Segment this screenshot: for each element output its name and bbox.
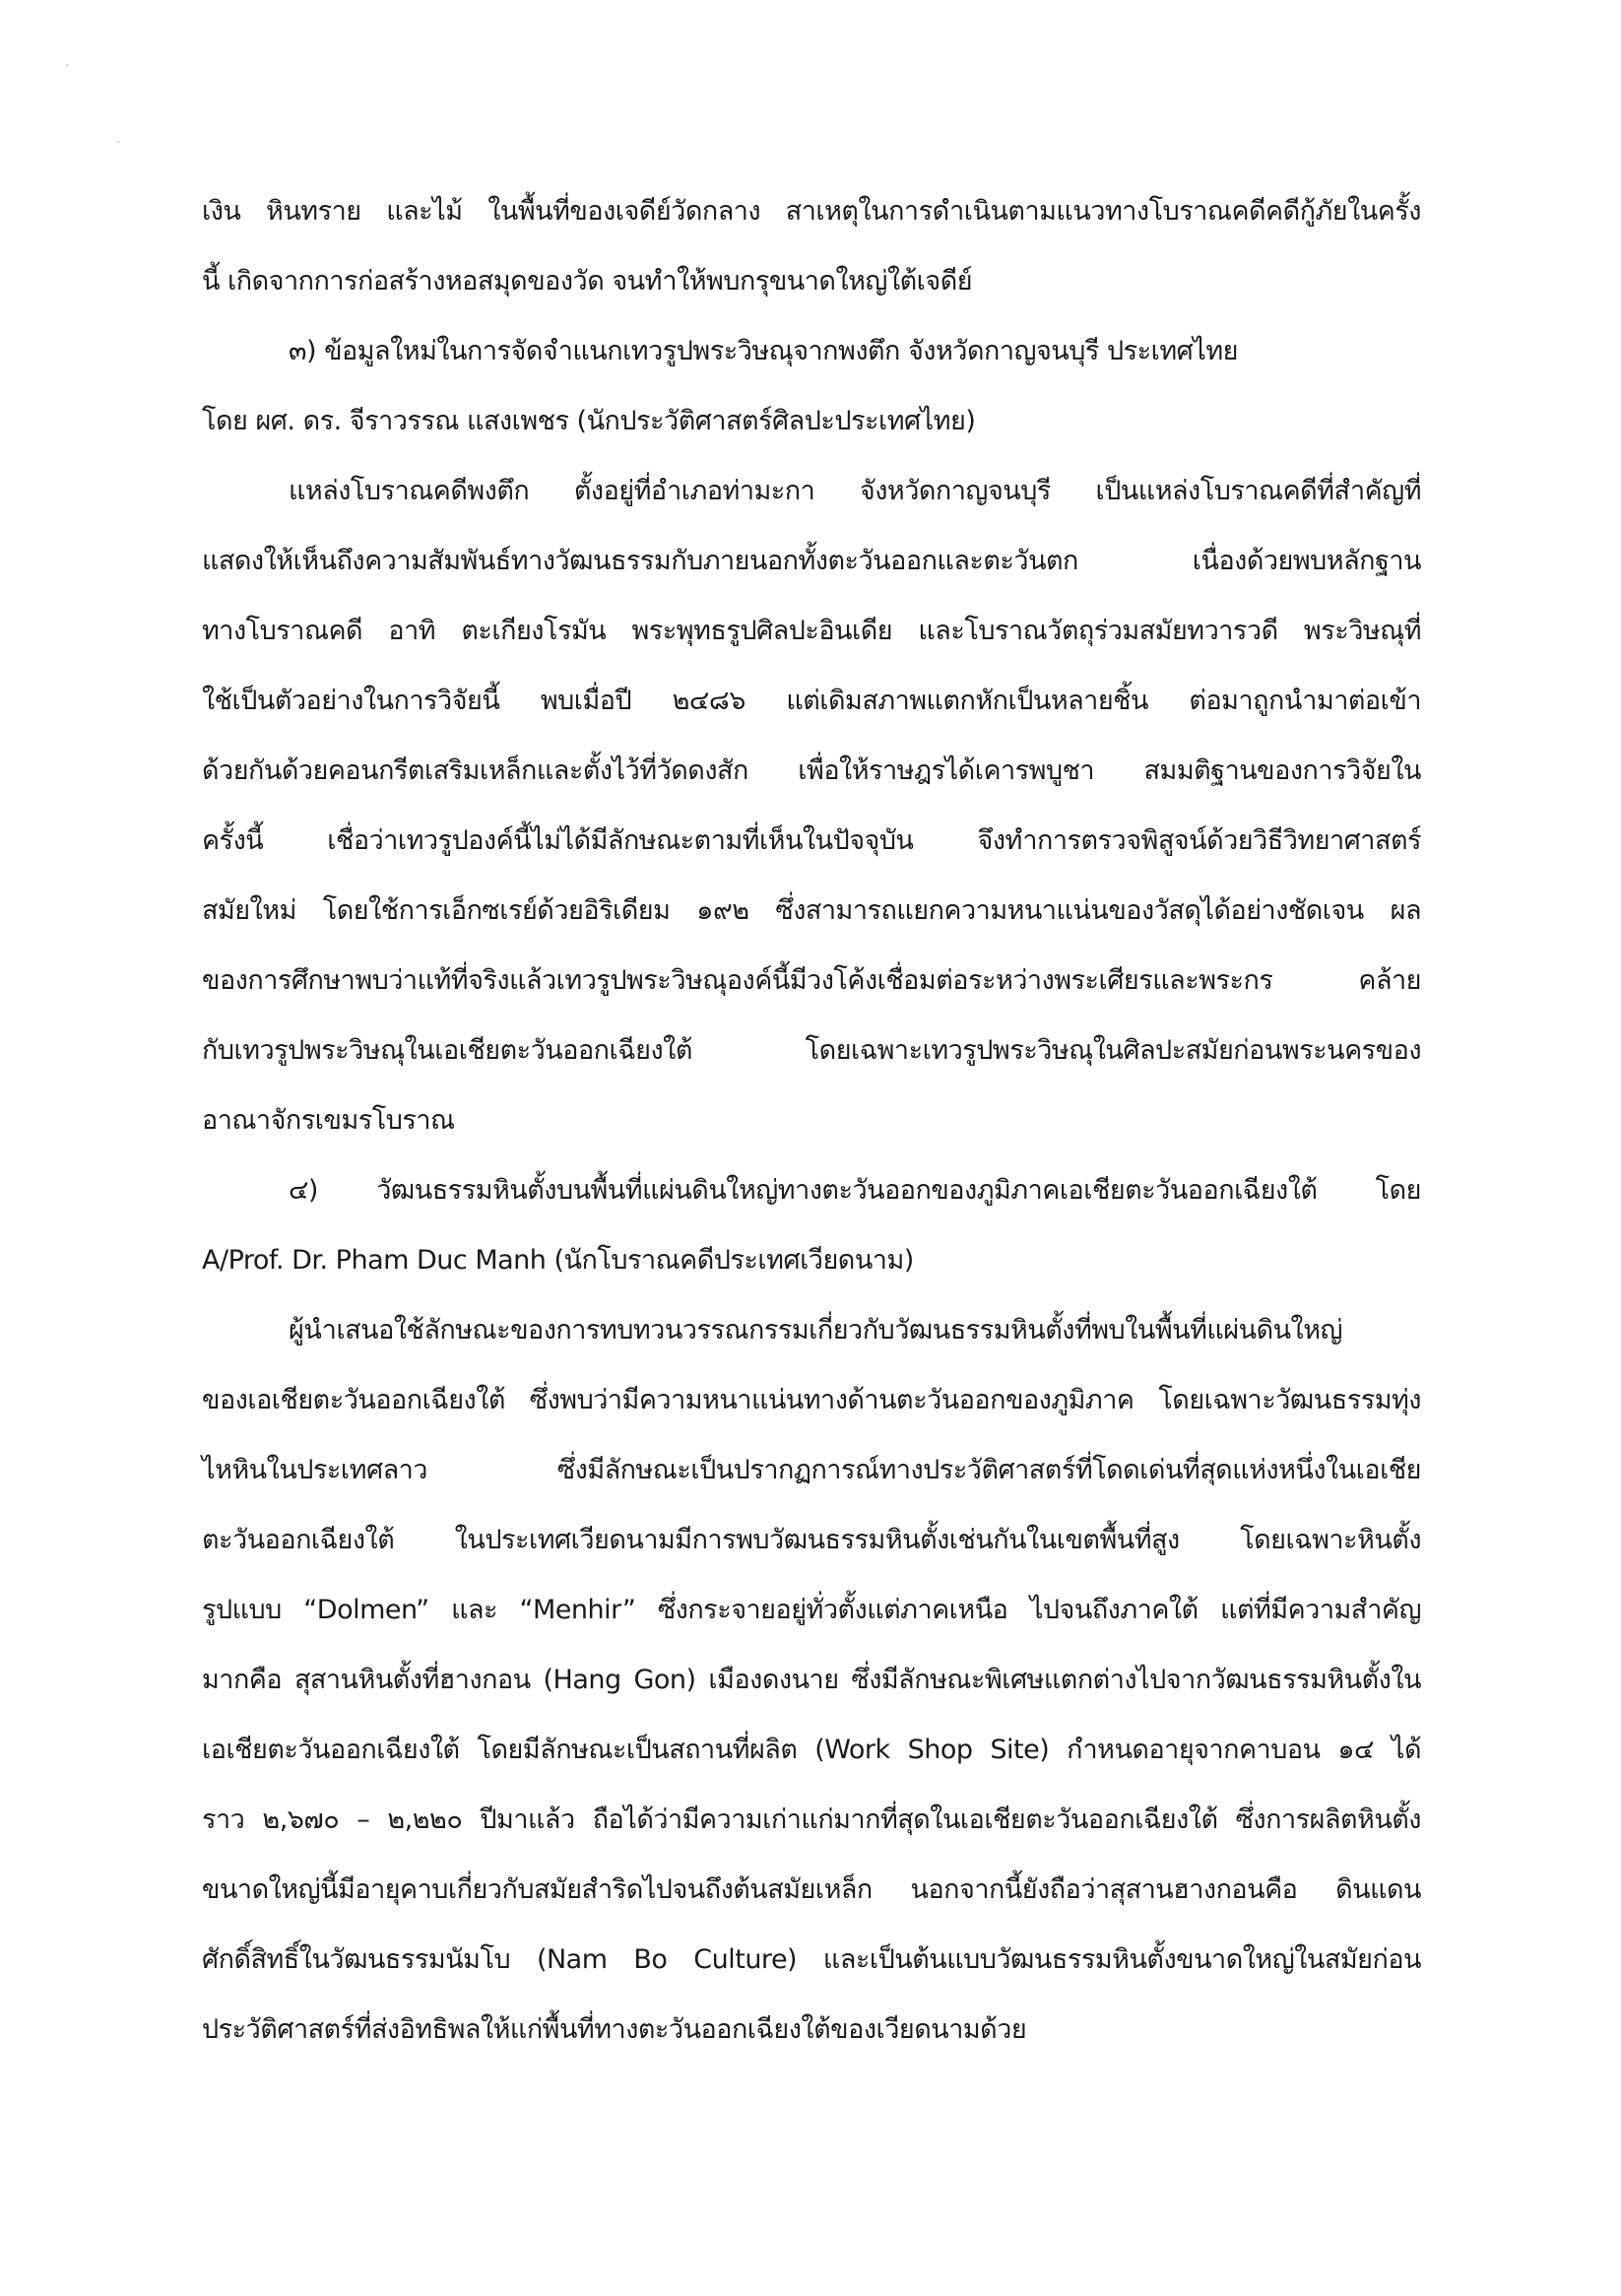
text-line: ขนาดใหญ่นี้มีอายุคาบเกี่ยวกับสมัยสำริดไปจนถึงต้นสมัยเหล็ก นอกจากนี้ยังถือว่าสุสานฮางกอนคือ ดินแดน: [202, 1874, 1421, 1905]
text-line: กับเทวรูปพระวิษณุในเอเชียตะวันออกเฉียงใต้ โดยเฉพาะเทวรูปพระวิษณุในศิลปะสมัยก่อนพระนครของ: [202, 1035, 1421, 1066]
text-line: ตะวันออกเฉียงใต้ ในประเทศเวียดนามมีการพบวัฒนธรรมหินตั้งเช่นกันในเขตพื้นที่สูง โดยเฉพาะหินตั้ง: [202, 1525, 1421, 1555]
text-line: ราว ๒,๖๗๐ – ๒,๒๒๐ ปีมาแล้ว ถือได้ว่ามีความเก่าแก่มากที่สุดในเอเชียตะวันออกเฉียงใต้ ซึ่งการผลิตหินตั้ง: [202, 1804, 1421, 1835]
text-line: ด้วยกันด้วยคอนกรีตเสริมเหล็กและตั้งไว้ที่วัดดงสัก เพื่อให้ราษฎรได้เคารพบูชา สมมติฐานของการวิจัยใน: [202, 755, 1421, 786]
text-line: ไหหินในประเทศลาว ซึ่งมีลักษณะเป็นปรากฏการณ์ทางประวัติศาสตร์ที่โดดเด่นที่สุดแห่งหนึ่งในเอเชีย: [202, 1455, 1421, 1485]
text-line: แสดงให้เห็นถึงความสัมพันธ์ทางวัฒนธรรมกับภายนอกทั้งตะวันออกและตะวันตก เนื่องด้วยพบหลักฐาน: [202, 546, 1421, 576]
text-line: ประวัติศาสตร์ที่ส่งอิทธิพลให้แก่พื้นที่ทางตะวันออกเฉียงใต้ของเวียดนามด้วย: [202, 2014, 1027, 2045]
text-line: ทางโบราณคดี อาทิ ตะเกียงโรมัน พระพุทธรูปศิลปะอินเดีย และโบราณวัตถุร่วมสมัยทวารวดี พระวิษณุที่: [202, 616, 1421, 646]
text-line: เงิน หินทราย และไม้ ในพื้นที่ของเจดีย์วัดกลาง สาเหตุในการดำเนินตามแนวทางโบราณคดีคดีกู้ภัยในครั้ง: [202, 196, 1421, 227]
text-line: ของการศึกษาพบว่าแท้ที่จริงแล้วเทวรูปพระวิษณุองค์นี้มีวงโค้งเชื่อมต่อระหว่างพระเศียรและพระกร คล้าย: [202, 965, 1421, 996]
text-line: มากคือ สุสานหินตั้งที่ฮางกอน (Hang Gon) เมืองดงนาย ซึ่งมีลักษณะพิเศษแตกต่างไปจากวัฒนธรรมหินตั้งใน: [202, 1665, 1421, 1695]
text-line: สมัยใหม่ โดยใช้การเอ็กซเรย์ด้วยอิริเดียม ๑๙๒ ซึ่งสามารถแยกความหนาแน่นของวัสดุได้อย่างชัดเจน ผล: [202, 895, 1421, 926]
text-line: โดย ผศ. ดร. จีราวรรณ แสงเพชร (นักประวัติศาสตร์ศิลปะประเทศไทย): [202, 406, 976, 436]
text-line: ผู้นำเสนอใช้ลักษณะของการทบทวนวรรณกรรมเกี่ยวกับวัฒนธรรมหินตั้งที่พบในพื้นที่แผ่นดินใหญ่: [289, 1315, 1343, 1345]
text-line: ๔) วัฒนธรรมหินตั้งบนพื้นที่แผ่นดินใหญ่ทางตะวันออกของภูมิภาคเอเชียตะวันออกเฉียงใต้ โดย: [289, 1175, 1421, 1206]
scan-speck: ´: [63, 64, 70, 80]
text-line: รูปแบบ “Dolmen” และ “Menhir” ซึ่งกระจายอยู่ทั่วตั้งแต่ภาคเหนือ ไปจนถึงภาคใต้ แต่ที่มีความสำคัญ: [202, 1595, 1421, 1625]
text-line: อาณาจักรเขมรโบราณ: [202, 1105, 455, 1136]
scan-speck: ·: [116, 135, 121, 151]
text-line: นี้ เกิดจากการก่อสร้างหอสมุดของวัด จนทำให้พบกรุขนาดใหญ่ใต้เจดีย์: [202, 266, 973, 296]
text-line: ๓) ข้อมูลใหม่ในการจัดจำแนกเทวรูปพระวิษณุจากพงตึก จังหวัดกาญจนบุรี ประเทศไทย: [289, 336, 1238, 366]
text-line: ใช้เป็นตัวอย่างในการวิจัยนี้ พบเมื่อปี ๒๔๘๖ แต่เดิมสภาพแตกหักเป็นหลายชิ้น ต่อมาถูกนำมาต่อเข้า: [202, 686, 1421, 716]
text-line: A/Prof. Dr. Pham Duc Manh (นักโบราณคดีประเทศเวียดนาม): [202, 1245, 914, 1276]
text-line: ของเอเชียตะวันออกเฉียงใต้ ซึ่งพบว่ามีความหนาแน่นทางด้านตะวันออกของภูมิภาค โดยเฉพาะวัฒนธรรมทุ่ง: [202, 1385, 1421, 1415]
text-line: แหล่งโบราณคดีพงตึก ตั้งอยู่ที่อำเภอท่ามะกา จังหวัดกาญจนบุรี เป็นแหล่งโบราณคดีที่สำคัญที่: [289, 476, 1421, 506]
body-text: [202, 195, 1421, 2083]
text-line: เอเชียตะวันออกเฉียงใต้ โดยมีลักษณะเป็นสถานที่ผลิต (Work Shop Site) กำหนดอายุจากคาบอน ๑๔ ได้: [202, 1735, 1421, 1765]
text-line: ครั้งนี้ เชื่อว่าเทวรูปองค์นี้ไม่ได้มีลักษณะตามที่เห็นในปัจจุบัน จึงทำการตรวจพิสูจน์ด้วยวิธีวิทยาศาสตร์: [202, 825, 1421, 856]
text-line: ศักดิ์สิทธิ์ในวัฒนธรรมนัมโบ (Nam Bo Culture) และเป็นต้นแบบวัฒนธรรมหินตั้งขนาดใหญ่ในสมัยก่อน: [202, 1944, 1421, 1975]
